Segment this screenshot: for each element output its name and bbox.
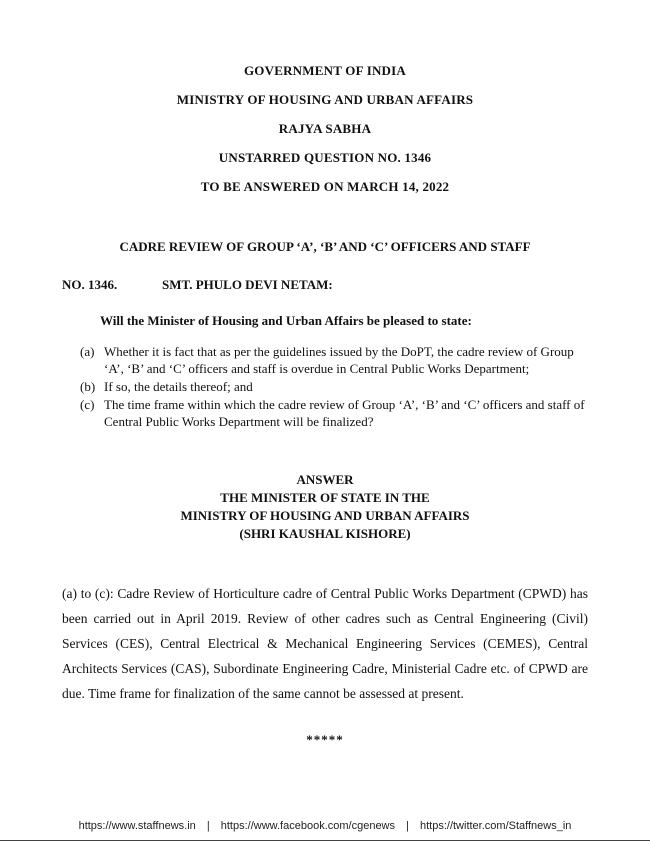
answer-heading-title: ANSWER <box>296 472 354 487</box>
document-footer <box>0 814 650 841</box>
answer-heading-minister: THE MINISTER OF STATE IN THE <box>220 490 430 505</box>
twitter-link[interactable]: https://twitter.com/Staffnews_in <box>419 820 572 832</box>
house-title: RAJYA SABHA <box>278 121 372 136</box>
question-intro: Will the Minister of Housing and Urban Affairs be pleased to state: <box>100 313 472 328</box>
question-item-a <box>80 343 588 377</box>
question-item-b-text: If so, the details thereof; and <box>104 379 253 394</box>
question-item-b <box>80 378 588 395</box>
question-no-title: UNSTARRED QUESTION NO. 1346 <box>218 150 432 165</box>
question-asked-by: SMT. PHULO DEVI NETAM: <box>162 277 333 292</box>
document-header <box>62 64 588 209</box>
question-item-b-label: (b) <box>80 379 96 394</box>
ministry-title: MINISTRY OF HOUSING AND URBAN AFFAIRS <box>176 92 474 107</box>
question-subject: CADRE REVIEW OF GROUP ‘A’, ‘B’ AND ‘C’ OFFICERS AND STAFF <box>119 239 531 254</box>
answer-heading-ministry: MINISTRY OF HOUSING AND URBAN AFFAIRS <box>180 508 470 523</box>
question-item-c-label: (c) <box>80 397 95 412</box>
end-of-document-stars: ***** <box>306 732 344 747</box>
facebook-link[interactable]: https://www.facebook.com/cgenews <box>220 820 395 832</box>
question-number-row <box>62 277 588 293</box>
question-item-c <box>80 396 588 430</box>
staffnews-link[interactable]: https://www.staffnews.in <box>78 820 196 832</box>
govt-of-india-title: GOVERNMENT OF INDIA <box>244 63 406 78</box>
question-item-a-label: (a) <box>80 344 95 359</box>
footer-separator-2: | <box>406 820 409 832</box>
question-list <box>80 343 588 431</box>
answer-heading <box>62 471 588 543</box>
answer-body-paragraph: (a) to (c): Cadre Review of Horticulture cadre of Central Public Works Department (CPWD) has been carried out in April 2019. Review of other cadres such as Central Engineering (Civil) Services (CES), Central Electrical & Mechanical Engineering Services (CEMES), Central Architects Services (CAS), Subordinate Engineering Cadre, Ministerial Cadre etc. of CPWD are due. Time frame for finalization of the same cannot be assessed at present. <box>62 586 588 701</box>
answer-date-title: TO BE ANSWERED ON MARCH 14, 2022 <box>200 179 450 194</box>
footer-separator-1: | <box>206 820 210 832</box>
question-item-a-text: Whether it is fact that as per the guidelines issued by the DoPT, the cadre review of Group ‘A’, ‘B’ and ‘C’ officers and staff is overdue in Central Public Works Department; <box>104 344 574 376</box>
answer-heading-name: (SHRI KAUSHAL KISHORE) <box>239 526 411 541</box>
question-number: NO. 1346. <box>62 277 118 292</box>
question-item-c-text: The time frame within which the cadre review of Group ‘A’, ‘B’ and ‘C’ officers and staff of Central Public Works Department will be finalized? <box>104 397 585 429</box>
